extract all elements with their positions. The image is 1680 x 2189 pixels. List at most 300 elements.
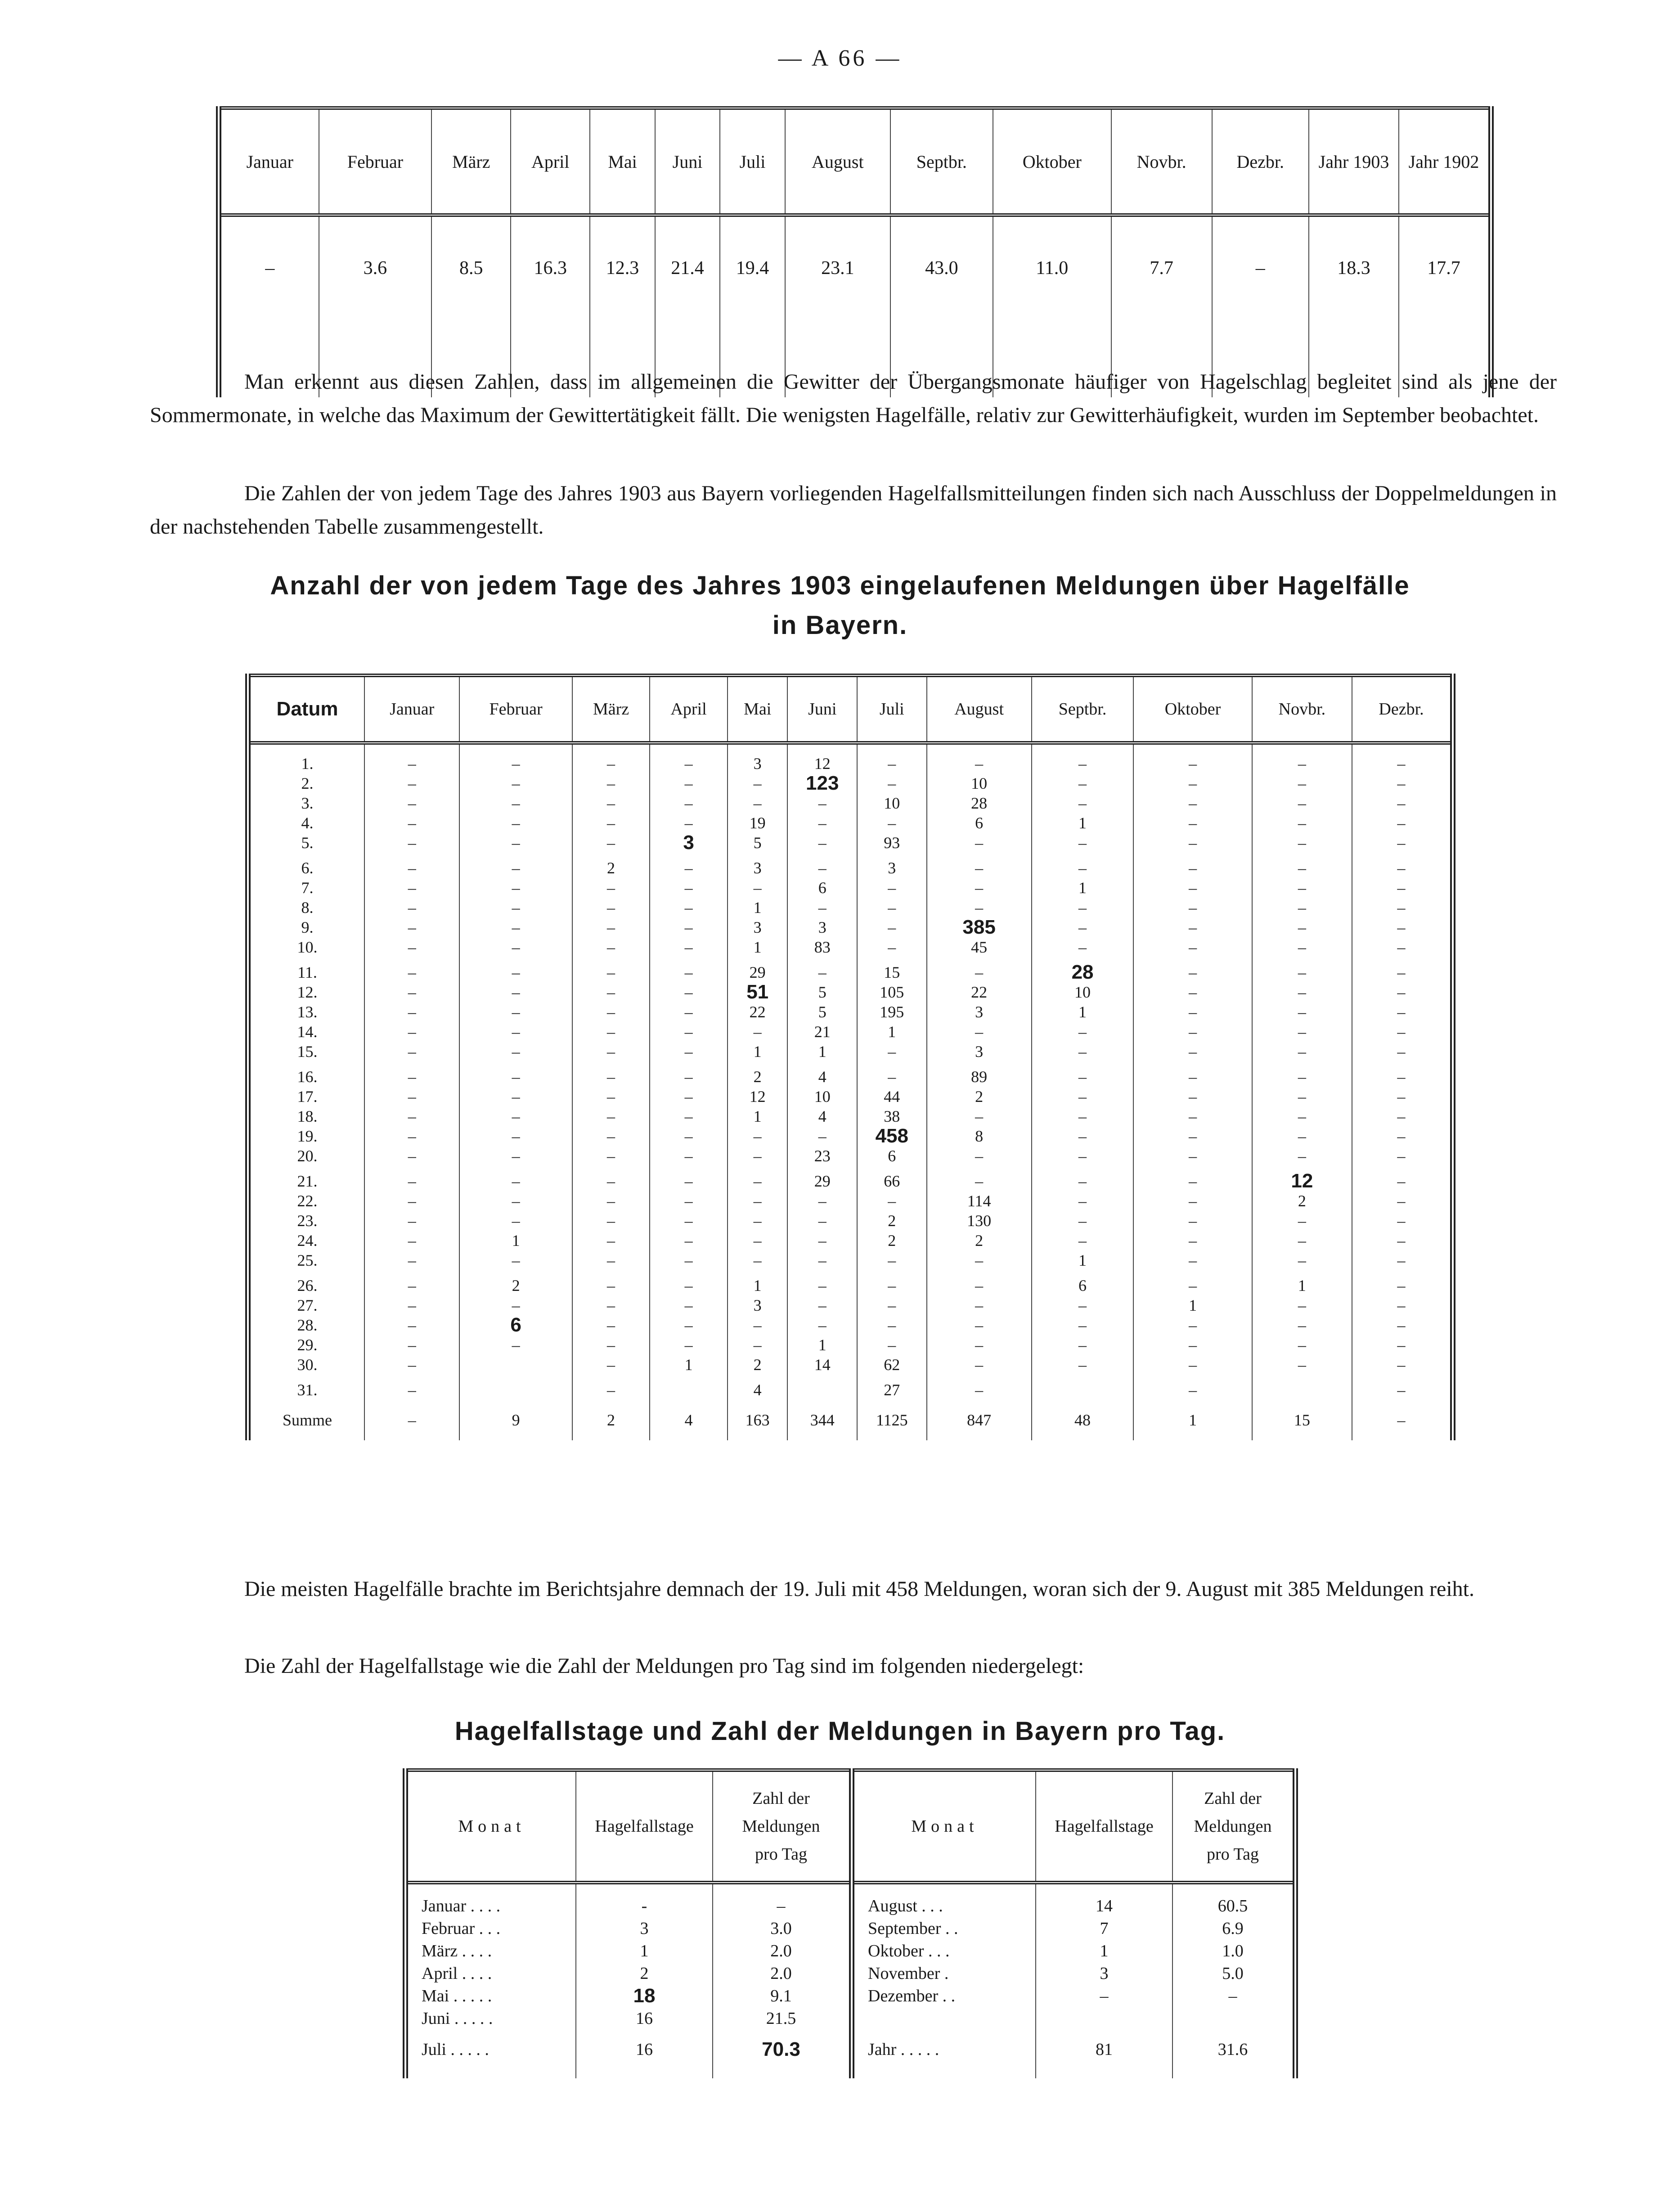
report-count: 1 [787, 1042, 857, 1061]
col-monat-right: Monat [852, 1770, 1036, 1883]
report-count: – [927, 833, 1032, 853]
reports-per-day [1172, 2007, 1295, 2030]
table-row [248, 1380, 1453, 1400]
report-count: 1 [1133, 1295, 1252, 1315]
report-count: – [650, 1067, 728, 1087]
day-label: 16. [248, 1067, 364, 1087]
reports-per-day: – [1228, 1987, 1237, 2005]
day-label: 28. [248, 1315, 364, 1335]
col-monat-left: Monat [405, 1770, 576, 1883]
table-row [248, 813, 1453, 833]
col-dezbr: Dezbr. [1212, 108, 1309, 215]
report-count: 3 [728, 743, 788, 773]
report-count: – [927, 1146, 1032, 1166]
report-count: – [650, 773, 728, 793]
report-count: – [787, 1295, 857, 1315]
reports-per-day: 2.0 [713, 1940, 852, 1962]
col-septbr: Septbr. [890, 108, 993, 215]
report-count: – [1252, 773, 1352, 793]
report-count: – [857, 773, 927, 793]
report-count: – [1032, 743, 1134, 773]
report-count: 1 [1032, 878, 1134, 898]
reports-per-day: 70.3 [713, 2030, 852, 2078]
report-count: 2 [572, 858, 650, 878]
report-count: – [572, 898, 650, 917]
monthly-ratio-table [216, 106, 1494, 397]
report-count: – [364, 1335, 459, 1355]
report-count: – [787, 833, 857, 853]
report-count: – [728, 1231, 788, 1250]
report-count: – [650, 1276, 728, 1295]
spacer-cell [1032, 1270, 1134, 1276]
spacer-cell [248, 957, 364, 962]
table-row [405, 1985, 1295, 2007]
report-count: – [650, 1002, 728, 1022]
spacer-cell [927, 1061, 1032, 1067]
report-count: – [857, 917, 927, 937]
report-count: – [1397, 1251, 1406, 1269]
report-count: – [572, 1276, 650, 1295]
report-count: – [787, 1250, 857, 1270]
report-count: – [1133, 1042, 1252, 1061]
report-count: 3 [927, 1042, 1032, 1061]
day-label: 12. [248, 982, 364, 1002]
report-count: – [857, 1276, 927, 1295]
sum-value: – [364, 1400, 459, 1440]
report-count: 10 [857, 793, 927, 813]
day-label: 6. [248, 858, 364, 878]
report-count: – [927, 878, 1032, 898]
report-count: – [459, 917, 572, 937]
spacer-cell [459, 1061, 572, 1067]
spacer-cell [572, 853, 650, 858]
report-count: – [650, 1335, 728, 1355]
sum-value: 4 [650, 1400, 728, 1440]
report-count: 45 [927, 937, 1032, 957]
report-count: – [459, 1126, 572, 1146]
report-count: 6 [857, 1146, 927, 1166]
report-count: – [1252, 743, 1352, 773]
report-count: – [1252, 917, 1352, 937]
spacer-cell [1352, 957, 1453, 962]
spacer-cell [1352, 1375, 1453, 1380]
report-count: – [459, 1335, 572, 1355]
spacer-cell [1032, 853, 1134, 858]
report-count: 44 [857, 1087, 927, 1106]
table-row [248, 1002, 1453, 1022]
report-count: 5 [787, 982, 857, 1002]
report-count: 12 [1252, 1171, 1352, 1191]
report-count: – [572, 1067, 650, 1087]
report-count: – [364, 1042, 459, 1061]
report-count: – [1252, 1231, 1352, 1250]
row-spacer [248, 1375, 1453, 1380]
report-count: – [364, 898, 459, 917]
report-count: – [1032, 1126, 1134, 1146]
report-count: – [572, 1211, 650, 1231]
report-count: – [459, 773, 572, 793]
report-count: – [1252, 1002, 1352, 1022]
report-count: 22 [927, 982, 1032, 1002]
report-count: 51 [728, 982, 788, 1002]
spacer-cell [1252, 853, 1352, 858]
report-count: – [650, 1171, 728, 1191]
report-count: – [1133, 793, 1252, 813]
report-count: – [1397, 918, 1406, 936]
table-row [248, 917, 1453, 937]
report-count: – [1252, 1250, 1352, 1270]
spacer-cell [787, 1270, 857, 1276]
report-count: – [787, 813, 857, 833]
spacer-cell [1032, 1061, 1134, 1067]
spacer-cell [572, 1375, 650, 1380]
report-count: – [1032, 1171, 1134, 1191]
report-count: – [1133, 1380, 1252, 1400]
report-count: 123 [787, 773, 857, 793]
report-count: – [572, 1295, 650, 1315]
report-count: – [1397, 1277, 1406, 1295]
report-count: – [459, 793, 572, 813]
report-count: – [459, 1022, 572, 1042]
report-count: – [572, 833, 650, 853]
report-count: – [1397, 1381, 1406, 1399]
report-count: 15 [857, 962, 927, 982]
day-label: 11. [248, 962, 364, 982]
report-count: – [1252, 878, 1352, 898]
day-label: 7. [248, 878, 364, 898]
report-count: – [650, 813, 728, 833]
report-count: 29 [728, 962, 788, 982]
spacer-cell [1352, 1061, 1453, 1067]
report-count: – [1032, 1106, 1134, 1126]
report-count: – [1397, 1127, 1406, 1145]
report-count: – [572, 1250, 650, 1270]
report-count: – [459, 878, 572, 898]
report-count: – [927, 962, 1032, 982]
spacer-cell [364, 1166, 459, 1171]
report-count: – [1032, 917, 1134, 937]
report-count: – [364, 743, 459, 773]
report-count: – [1252, 1106, 1352, 1126]
report-count: – [1397, 1336, 1406, 1354]
report-count: – [857, 1315, 927, 1335]
report-count: 1 [857, 1022, 927, 1042]
reports-per-day: 60.5 [1217, 1897, 1248, 1915]
report-count: 2 [1252, 1191, 1352, 1211]
report-count: – [1252, 1315, 1352, 1335]
report-count: – [1032, 793, 1134, 813]
report-count: – [1397, 774, 1406, 792]
report-count: 23 [787, 1146, 857, 1166]
month-name: März . . . . [405, 1940, 576, 1962]
table-row [248, 1171, 1453, 1191]
spacer-cell [927, 1375, 1032, 1380]
spacer-cell [364, 957, 459, 962]
day-label: 14. [248, 1022, 364, 1042]
col-jahr-1903: Jahr 1903 [1309, 108, 1399, 215]
report-count: 22 [728, 1002, 788, 1022]
table-row [248, 937, 1453, 957]
spacer-cell [459, 853, 572, 858]
report-count: – [1252, 982, 1352, 1002]
report-count [459, 1380, 572, 1400]
report-count: 2 [728, 1355, 788, 1375]
sum-value: 344 [787, 1400, 857, 1440]
day-label: 10. [248, 937, 364, 957]
row-spacer [248, 957, 1453, 962]
spacer-cell [857, 853, 927, 858]
report-count: – [1133, 1335, 1252, 1355]
sum-value: 2 [572, 1400, 650, 1440]
paragraph-3-text: Die meisten Hagelfälle brachte im Berichtsjahre demnach der 19. Juli mit 458 Meldungen, woran sich der 9. August mit 385 Meldungen reiht. [244, 1577, 1474, 1601]
table-row [248, 743, 1453, 773]
report-count: – [1032, 1211, 1134, 1231]
col-novbr: Novbr. [1111, 108, 1212, 215]
month-name: Juni . . . . . [405, 2007, 576, 2030]
report-count: 29 [787, 1171, 857, 1191]
reports-per-day: 1.0 [1222, 1942, 1244, 1960]
report-count: – [1252, 1067, 1352, 1087]
cell: 43.0 [890, 215, 993, 397]
spacer-cell [364, 1375, 459, 1380]
day-label: 30. [248, 1355, 364, 1375]
spacer-cell [1352, 853, 1453, 858]
col-jahr-1902: Jahr 1902 [1399, 108, 1491, 215]
report-count: – [1133, 743, 1252, 773]
col-maerz: März [431, 108, 511, 215]
report-count: – [364, 1231, 459, 1250]
report-count: – [1252, 1022, 1352, 1042]
report-count: – [650, 1106, 728, 1126]
month-name: November . [852, 1962, 1036, 1985]
col-month: März [572, 675, 650, 743]
report-count: – [650, 1250, 728, 1270]
day-label: 4. [248, 813, 364, 833]
report-count: – [650, 743, 728, 773]
report-count: – [364, 1315, 459, 1335]
reports-per-day: 6.9 [1222, 1919, 1244, 1938]
hail-days-table [403, 1768, 1298, 2078]
report-count: – [364, 773, 459, 793]
report-count: – [1133, 813, 1252, 833]
report-count: – [650, 1042, 728, 1061]
col-month: Januar [364, 675, 459, 743]
table-row [248, 962, 1453, 982]
report-count: – [787, 1126, 857, 1146]
report-count: – [1252, 1087, 1352, 1106]
report-count: – [1133, 1067, 1252, 1087]
col-oktober: Oktober [993, 108, 1111, 215]
spacer-cell [857, 1166, 927, 1171]
report-count: – [1133, 1315, 1252, 1335]
spacer-cell [857, 1375, 927, 1380]
report-count: – [1252, 1042, 1352, 1061]
report-count: – [459, 1042, 572, 1061]
cell: 17.7 [1427, 258, 1460, 279]
report-count: 3 [728, 858, 788, 878]
report-count: – [364, 1171, 459, 1191]
report-count: 1 [728, 1106, 788, 1126]
report-count: – [1133, 1106, 1252, 1126]
col-hagelfallstage-left: Hagelfallstage [576, 1770, 713, 1883]
report-count: 3 [927, 1002, 1032, 1022]
spacer-cell [1133, 957, 1252, 962]
report-count: – [1032, 1087, 1134, 1106]
report-count: 2 [728, 1067, 788, 1087]
report-count: 6 [787, 878, 857, 898]
cell: – [219, 215, 319, 397]
spacer-cell [927, 1270, 1032, 1276]
report-count: – [364, 858, 459, 878]
spacer-cell [248, 1270, 364, 1276]
report-count: – [1133, 1002, 1252, 1022]
col-zahl-left [713, 1770, 852, 1883]
col-month: Oktober [1133, 675, 1252, 743]
report-count: – [728, 1146, 788, 1166]
table-row [405, 2030, 1295, 2078]
report-count: 27 [857, 1380, 927, 1400]
col-februar: Februar [319, 108, 432, 215]
report-count: – [1397, 1003, 1406, 1021]
spacer-cell [572, 1166, 650, 1171]
report-count: – [1032, 1295, 1134, 1315]
day-label: 13. [248, 1002, 364, 1022]
report-count: – [650, 1126, 728, 1146]
report-count: – [650, 878, 728, 898]
report-count: – [728, 1022, 788, 1042]
report-count: – [650, 858, 728, 878]
report-count: 66 [857, 1171, 927, 1191]
table-row [248, 1146, 1453, 1166]
spacer-cell [364, 853, 459, 858]
report-count: – [857, 813, 927, 833]
report-count: – [650, 1295, 728, 1315]
report-count [650, 1380, 728, 1400]
day-label: 21. [248, 1171, 364, 1191]
col-januar: Januar [219, 108, 319, 215]
report-count: – [572, 1191, 650, 1211]
report-count: – [1397, 1192, 1406, 1210]
day-label: 17. [248, 1087, 364, 1106]
spacer-cell [1032, 1375, 1134, 1380]
report-count: – [650, 1211, 728, 1231]
report-count: – [1397, 859, 1406, 877]
report-count: – [1397, 1147, 1406, 1165]
monthly-ratio-header-row [219, 108, 1491, 215]
report-count: – [927, 1106, 1032, 1126]
cell: 23.1 [785, 215, 890, 397]
report-count: 1 [650, 1355, 728, 1375]
col-month: Juli [857, 675, 927, 743]
day-label: 29. [248, 1335, 364, 1355]
report-count: – [1032, 1191, 1134, 1211]
spacer-cell [1252, 1375, 1352, 1380]
cell: 8.5 [431, 215, 511, 397]
hail-days: 81 [1036, 2030, 1172, 2078]
report-count: – [857, 878, 927, 898]
table-row [248, 1231, 1453, 1250]
spacer-cell [787, 957, 857, 962]
report-count [459, 1355, 572, 1375]
report-count: – [787, 858, 857, 878]
spacer-cell [1133, 1166, 1252, 1171]
table-row [248, 833, 1453, 853]
hail-days: 16 [576, 2030, 713, 2078]
report-count: – [572, 793, 650, 813]
cell: 16.3 [511, 215, 590, 397]
report-count: – [572, 773, 650, 793]
report-count: – [1133, 937, 1252, 957]
report-count: – [1252, 1211, 1352, 1231]
table-row [248, 793, 1453, 813]
report-count: – [1032, 1067, 1134, 1087]
report-count: – [364, 1355, 459, 1375]
col-hagelfallstage-right: Hagelfallstage [1036, 1770, 1172, 1883]
report-count: – [650, 982, 728, 1002]
day-label: 8. [248, 898, 364, 917]
report-count: 28 [1032, 962, 1134, 982]
report-count: – [1133, 833, 1252, 853]
report-count: – [1397, 794, 1406, 812]
report-count: – [787, 1211, 857, 1231]
table-row [248, 1067, 1453, 1087]
report-count: 3 [857, 858, 927, 878]
zahl-line1: Zahl der [752, 1789, 810, 1808]
report-count: – [857, 1067, 927, 1087]
report-count: – [459, 898, 572, 917]
day-label: 27. [248, 1295, 364, 1315]
report-count: – [572, 1002, 650, 1022]
report-count: – [1397, 814, 1406, 832]
report-count: – [572, 917, 650, 937]
paragraph-1-text: Man erkennt aus diesen Zahlen, dass im allgemeinen die Gewitter der Übergangsmonate häufiger von Hagelschlag begleitet sind als jene der Sommermonate, in welche das Maximum der Gewittertätigkeit fällt. Die wenigsten Hagelfälle, relativ zur Gewitterhäufigkeit, wurden im September beobachtet. [150, 370, 1557, 427]
report-count: – [459, 1191, 572, 1211]
paragraph-1 [150, 365, 1557, 432]
spacer-cell [857, 1061, 927, 1067]
spacer-cell [927, 957, 1032, 962]
report-count: 38 [857, 1106, 927, 1126]
report-count: – [1252, 937, 1352, 957]
report-count: – [1133, 1250, 1252, 1270]
table-row [405, 1962, 1295, 1985]
hail-days: 14 [1036, 1883, 1172, 1917]
report-count: – [857, 937, 927, 957]
spacer-cell [248, 1166, 364, 1171]
report-count: – [572, 1146, 650, 1166]
report-count: – [364, 1276, 459, 1295]
row-spacer [248, 1270, 1453, 1276]
report-count: – [1133, 1087, 1252, 1106]
cell: 11.0 [993, 215, 1111, 397]
month-name: Januar . . . . [405, 1883, 576, 1917]
report-count: – [459, 962, 572, 982]
month-name: September . . [852, 1917, 1036, 1940]
report-count: – [927, 1315, 1032, 1335]
report-count: – [364, 1002, 459, 1022]
report-count: 10 [1032, 982, 1134, 1002]
cell: 21.4 [655, 215, 720, 397]
report-count: – [728, 1126, 788, 1146]
table-row [248, 1106, 1453, 1126]
report-count [1252, 1380, 1352, 1400]
report-count: 4 [787, 1067, 857, 1087]
table-row [248, 1355, 1453, 1375]
report-count: – [1397, 1172, 1406, 1190]
report-count [787, 1380, 857, 1400]
report-count: – [1133, 1355, 1252, 1375]
report-count: – [650, 1022, 728, 1042]
col-zahl-right [1172, 1770, 1295, 1883]
